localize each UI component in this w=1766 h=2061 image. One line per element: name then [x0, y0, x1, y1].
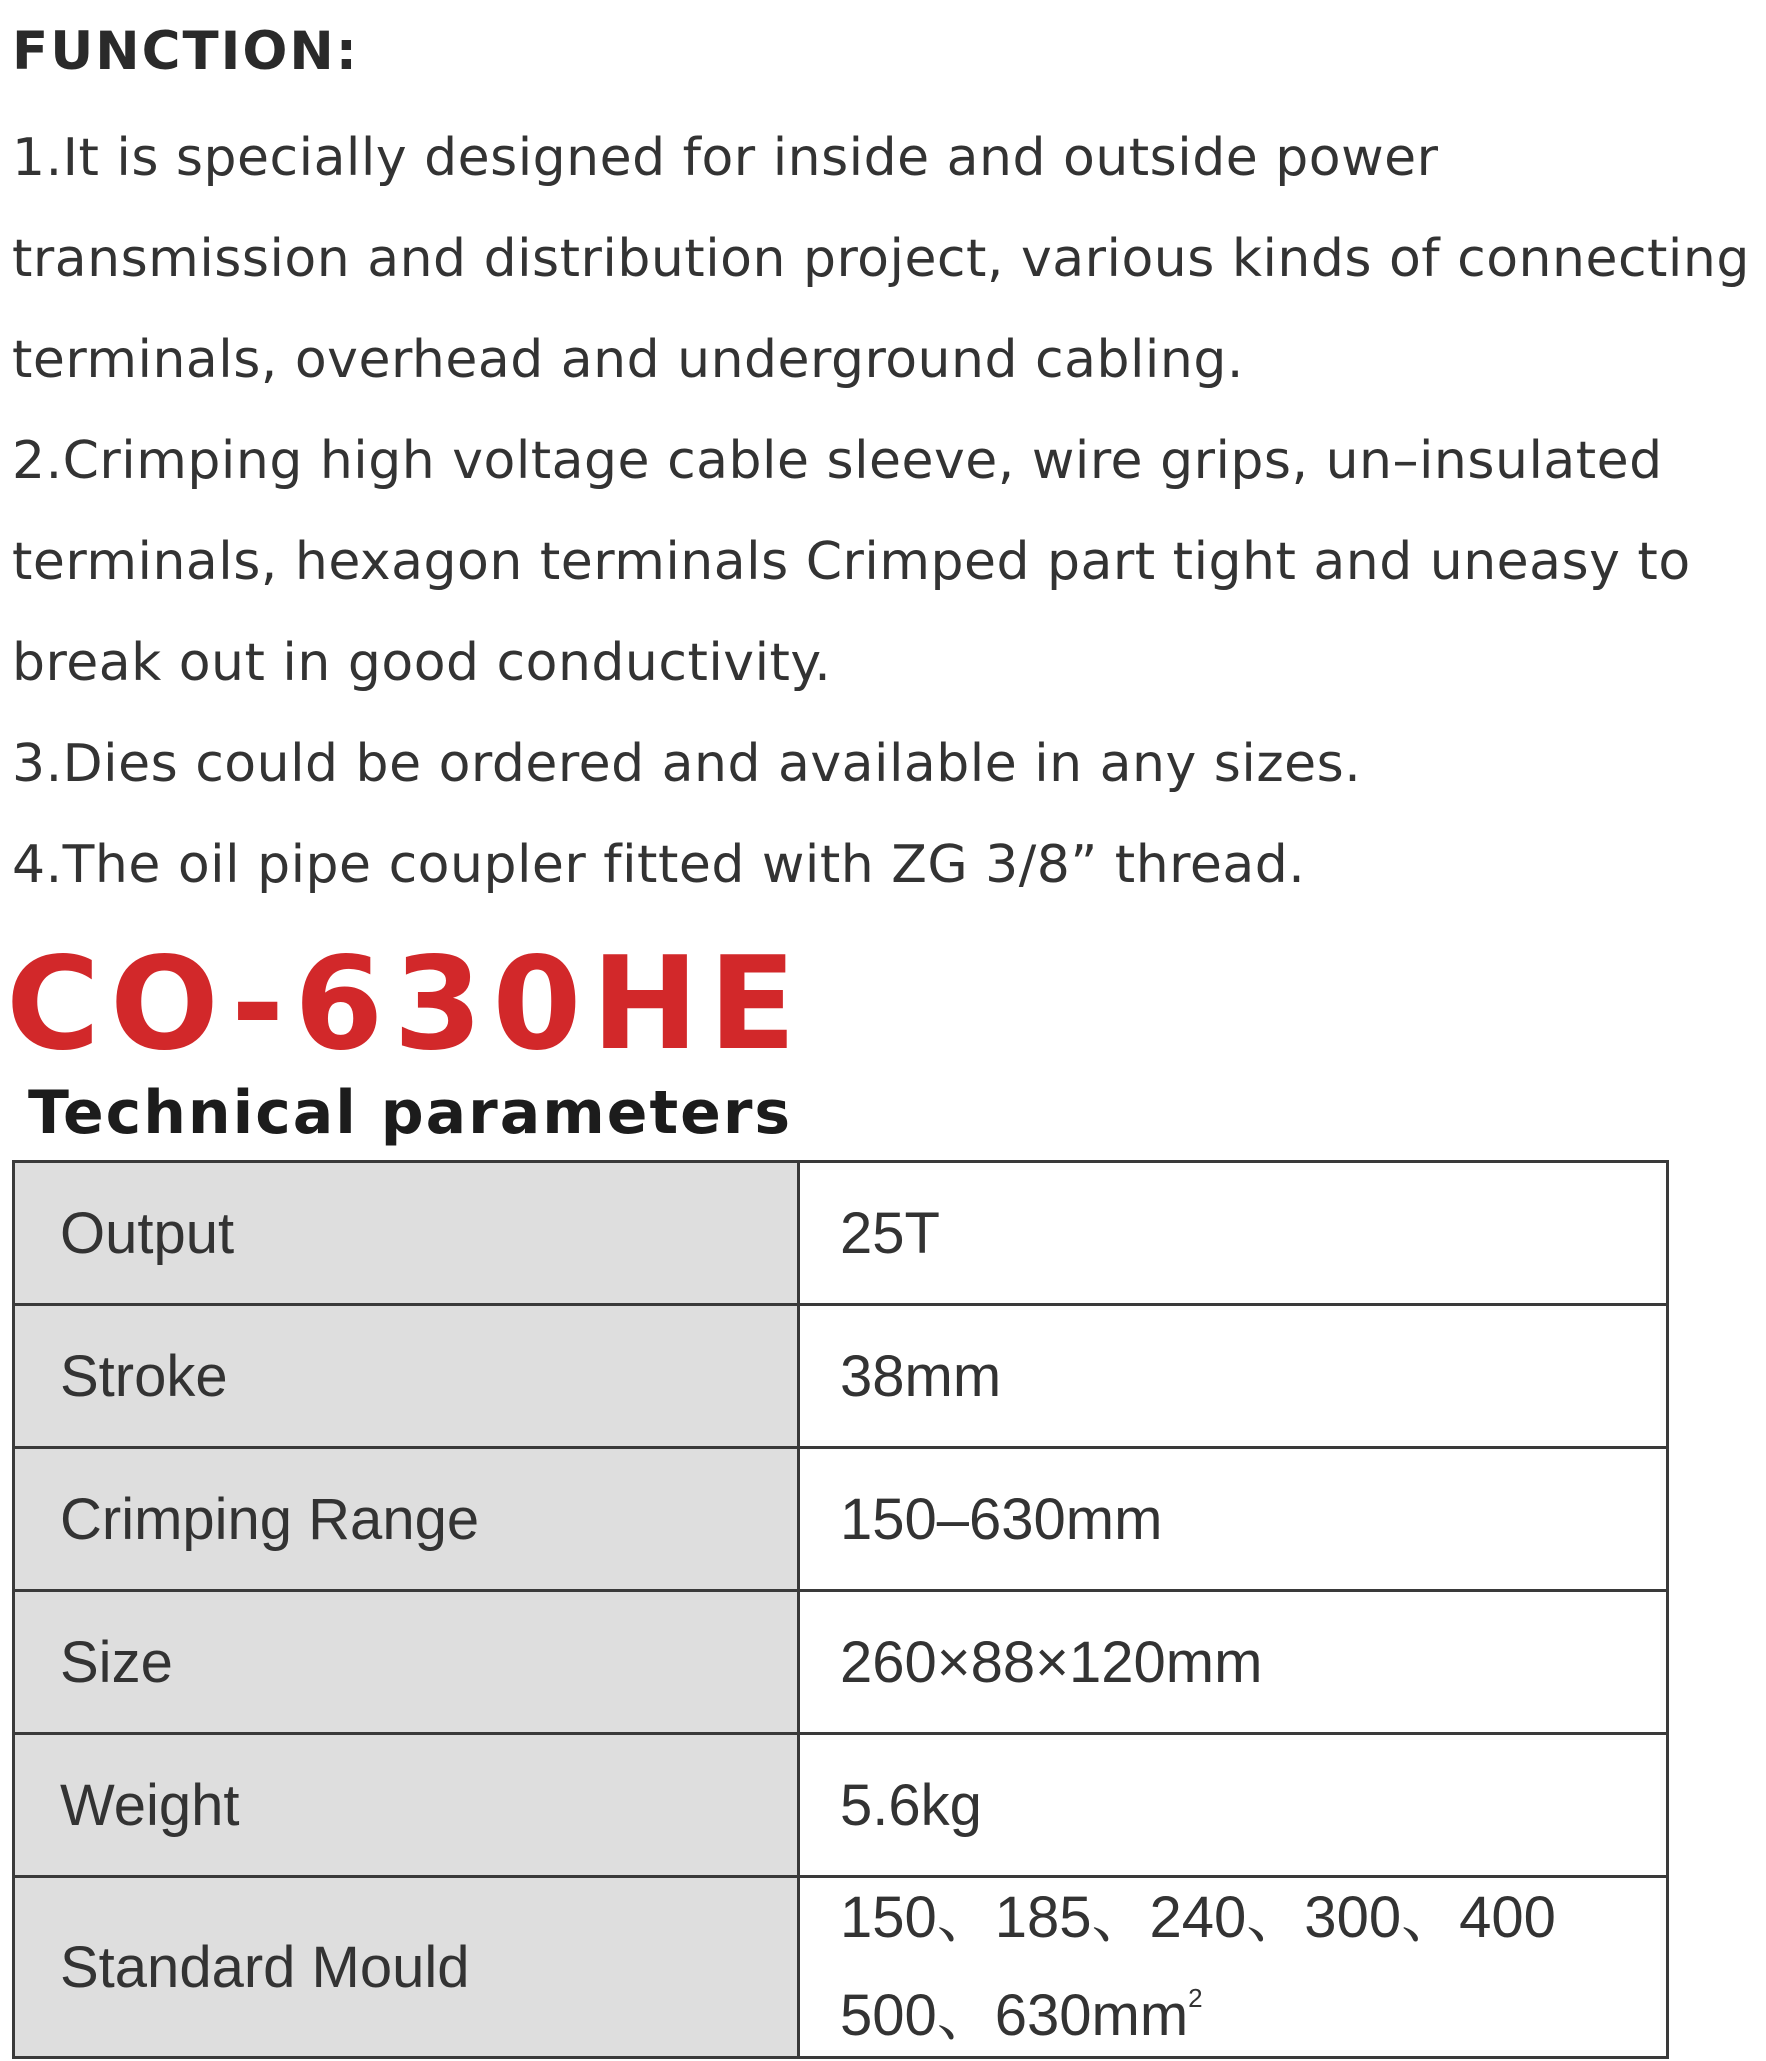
mould-sizes-line-1: 150、185、240、300、400 — [840, 1885, 1556, 1950]
function-item-1: 1.It is specially designed for inside and outside power transmission and distribution project, various kinds of connecting terminals, overhead and underground cabling. — [12, 128, 1750, 390]
technical-parameters-heading: Technical parameters — [28, 1078, 793, 1148]
function-heading: FUNCTION: — [12, 21, 359, 82]
table-row — [14, 1734, 1668, 1877]
mould-sizes-line-2-text: 500、630mm — [840, 1983, 1189, 2048]
param-label-weight: Weight — [14, 1734, 799, 1877]
param-label-output: Output — [14, 1162, 799, 1305]
param-value-crimping-range: 150–630mm — [799, 1448, 1668, 1591]
param-value-stroke: 38mm — [799, 1305, 1668, 1448]
function-item-2: 2.Crimping high voltage cable sleeve, wire grips, un–insulated terminals, hexagon terminals Crimped part tight and uneasy to break out in good conductivity. — [12, 431, 1691, 693]
param-value-standard-mould — [799, 1877, 1668, 2058]
param-label-size: Size — [14, 1591, 799, 1734]
function-item-3: 3.Dies could be ordered and available in any sizes. — [12, 734, 1362, 794]
param-value-size: 260×88×120mm — [799, 1591, 1668, 1734]
model-title: CO-630HE — [6, 930, 806, 1079]
table-row — [14, 1162, 1668, 1305]
table-row — [14, 1877, 1668, 2058]
table-row — [14, 1448, 1668, 1591]
param-label-stroke: Stroke — [14, 1305, 799, 1448]
mould-unit-superscript: 2 — [1188, 1983, 1203, 2013]
table-row — [14, 1591, 1668, 1734]
param-value-output: 25T — [799, 1162, 1668, 1305]
function-list — [12, 108, 1757, 916]
mould-sizes-line-2 — [840, 1958, 1666, 2056]
function-item-4: 4.The oil pipe coupler fitted with ZG 3/8” thread. — [12, 835, 1306, 895]
table-row — [14, 1305, 1668, 1448]
parameters-table — [12, 1160, 1669, 2059]
param-label-standard-mould: Standard Mould — [14, 1877, 799, 2058]
param-value-weight: 5.6kg — [799, 1734, 1668, 1877]
param-label-crimping-range: Crimping Range — [14, 1448, 799, 1591]
